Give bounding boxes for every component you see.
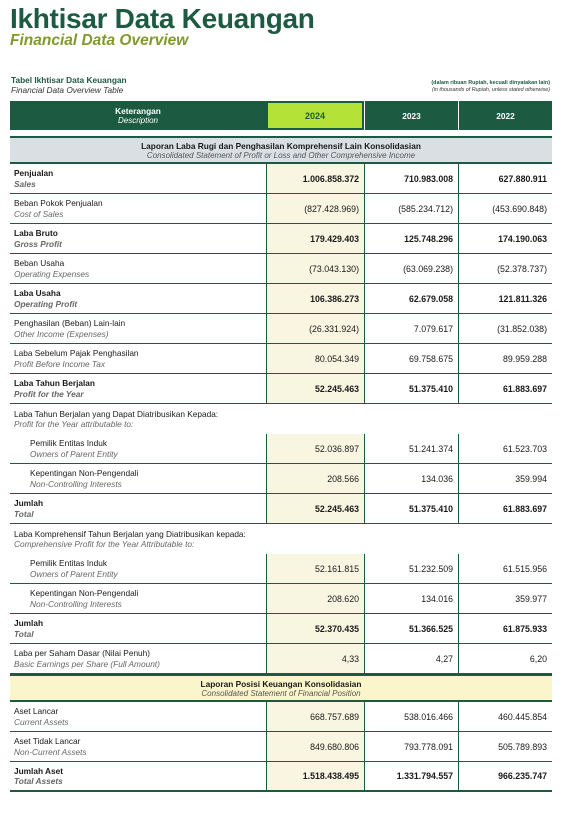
cell-2022: 966.235.747 [458,762,552,790]
row-label-id: Laba Komprehensif Tahun Berjalan yang Diatribusikan kepada: [14,528,246,539]
cell-2023: 1.331.794.557 [364,762,458,790]
row-label-id: Jumlah [14,618,44,628]
cell-2024: 52.161.815 [266,554,364,583]
row-comp-owners [10,554,552,584]
financial-table [10,101,552,792]
row-label-id: Beban Pokok Penjualan [14,198,103,208]
page-subtitle: Financial Data Overview [10,32,189,49]
row-profit-for-year [10,374,552,404]
row-label-id: Penghasilan (Beban) Lain-lain [14,318,126,328]
section-title-en: Consolidated Statement of Financial Position [201,688,361,698]
row-label-en: Operating Expenses [14,268,90,279]
cell-2024: 106.386.273 [266,284,364,313]
row-label-id: Aset Tidak Lancar [14,736,81,746]
cell-2022: 61.883.697 [458,374,552,403]
row-label-en: Owners of Parent Entity [30,568,118,579]
cell-2022: 6,20 [458,644,552,673]
section-income-statement [10,136,552,164]
cell-2024: 208.620 [266,584,364,613]
row-current-assets [10,702,552,732]
row-label-en: Owners of Parent Entity [30,448,118,459]
cell-2022: (31.852.038) [458,314,552,343]
cell-2023: 134.036 [364,464,458,493]
cell-2023: 51.241.374 [364,434,458,463]
row-label-id: Kepentingan Non-Pengendali [30,468,139,478]
row-label-en: Comprehensive Profit for the Year Attributable to: [14,539,195,549]
row-profit-nci [10,464,552,494]
row-label-id: Penjualan [14,168,54,178]
unit-note [431,80,550,94]
table-header [10,101,552,131]
cell-2022: 359.977 [458,584,552,613]
row-label-en: Profit for the Year attributable to: [14,419,134,429]
cell-2024: (827.428.969) [266,194,364,223]
row-comp-attr-heading [10,524,552,554]
row-total-assets [10,762,552,792]
cell-2024: 208.566 [266,464,364,493]
cell-2023: (63.069.238) [364,254,458,283]
cell-2024: (26.331.924) [266,314,364,343]
unit-note-en: (in thousands of Rupiah, unless stated otherwise) [431,87,550,93]
cell-2024: 52.036.897 [266,434,364,463]
row-label-en: Profit for the Year [14,388,84,399]
row-sales [10,164,552,194]
row-profit-before-tax [10,344,552,374]
page-title: Ikhtisar Data Keuangan [10,3,315,34]
row-label-en: Other Income (Expenses) [14,328,109,339]
cell-2024: 52.370.435 [266,614,364,643]
row-label-en: Non-Controlling Interests [30,598,122,609]
cell-2023: 51.366.525 [364,614,458,643]
row-other-income [10,314,552,344]
row-label-id: Laba Tahun Berjalan yang Dapat Diatribusikan Kepada: [14,408,219,419]
row-label-id: Aset Lancar [14,706,59,716]
row-label-id: Laba Sebelum Pajak Penghasilan [14,348,139,358]
cell-2022: 61.883.697 [458,494,552,523]
cell-2022: (453.690.848) [458,194,552,223]
cell-2022: 121.811.326 [458,284,552,313]
table-title [11,75,127,95]
row-label-en: Basic Earnings per Share (Full Amount) [14,658,160,669]
cell-2024: 1.006.858.372 [266,164,364,193]
cell-2022: 61.875.933 [458,614,552,643]
cell-2023: 710.983.008 [364,164,458,193]
cell-2022: 359.994 [458,464,552,493]
cell-2023: (585.234.712) [364,194,458,223]
section-title-en: Consolidated Statement of Profit or Loss and Other Comprehensive Income [146,150,416,160]
cell-2024: 52.245.463 [266,374,364,403]
row-label-en: Profit Before Income Tax [14,358,106,369]
cell-2024: 4,33 [266,644,364,673]
row-profit-owners [10,434,552,464]
cell-2022: 627.880.911 [458,164,552,193]
row-label-id: Beban Usaha [14,258,65,268]
header-description-id: Keterangan [115,106,161,116]
row-gross-profit [10,224,552,254]
cell-2022: 505.789.893 [458,732,552,761]
cell-2022: 89.959.288 [458,344,552,373]
cell-2023: 125.748.296 [364,224,458,253]
cell-2022: (52.378.737) [458,254,552,283]
cell-2023: 134.016 [364,584,458,613]
cell-2024: 849.680.806 [266,732,364,761]
row-label-en: Current Assets [14,716,69,727]
cell-2023: 51.232.509 [364,554,458,583]
cell-2024: (73.043.130) [266,254,364,283]
row-label-en: Total Assets [14,776,63,786]
row-label-id: Laba Bruto [14,228,58,238]
row-label-id: Jumlah Aset [14,765,64,776]
cell-2023: 62.679.058 [364,284,458,313]
section-title-id: Laporan Posisi Keuangan Konsolidasian [200,678,362,689]
cell-2024: 80.054.349 [266,344,364,373]
row-label-id: Laba per Saham Dasar (Nilai Penuh) [14,648,151,658]
cell-2023: 793.778.091 [364,732,458,761]
header-year-2024: 2024 [266,101,364,130]
cell-2022: 460.445.854 [458,702,552,731]
row-comp-total [10,614,552,644]
cell-2023: 4,27 [364,644,458,673]
cell-2023: 51.375.410 [364,494,458,523]
row-label-id: Pemilik Entitas Induk [30,438,108,448]
row-label-id: Jumlah [14,498,44,508]
row-label-en: Sales [14,178,36,189]
row-label-id: Laba Usaha [14,288,61,298]
header-year-2023: 2023 [364,101,458,130]
row-label-en: Operating Profit [14,298,78,309]
row-label-en: Cost of Sales [14,208,64,219]
row-cost-of-sales [10,194,552,224]
row-label-id: Pemilik Entitas Induk [30,558,108,568]
header-year-2022: 2022 [458,101,552,130]
cell-2024: 1.518.438.495 [266,762,364,790]
cell-2024: 179.429.403 [266,224,364,253]
cell-2024: 668.757.689 [266,702,364,731]
row-label-id: Kepentingan Non-Pengendali [30,588,139,598]
row-profit-total [10,494,552,524]
cell-2023: 7.079.617 [364,314,458,343]
header-description [10,101,266,130]
row-label-en: Total [14,508,34,519]
cell-2024: 52.245.463 [266,494,364,523]
unit-note-id: (dalam ribuan Rupiah, kecuali dinyatakan lain) [431,80,550,86]
row-eps [10,644,552,674]
cell-2023: 51.375.410 [364,374,458,403]
section-title-id: Laporan Laba Rugi dan Penghasilan Komprehensif Lain Konsolidasian [141,140,421,151]
table-title-id: Tabel Ikhtisar Data Keuangan [11,75,127,85]
row-label-id: Laba Tahun Berjalan [14,378,95,388]
row-operating-profit [10,284,552,314]
section-financial-position [10,674,552,702]
row-comp-nci [10,584,552,614]
header-description-en: Description [117,116,158,125]
row-profit-attr-heading [10,404,552,434]
table-title-en: Financial Data Overview Table [11,85,124,95]
cell-2022: 61.523.703 [458,434,552,463]
cell-2022: 174.190.063 [458,224,552,253]
row-label-en: Non-Controlling Interests [30,478,122,489]
row-non-current-assets [10,732,552,762]
cell-2022: 61.515.956 [458,554,552,583]
cell-2023: 69.758.675 [364,344,458,373]
row-label-en: Total [14,628,34,639]
cell-2023: 538.016.466 [364,702,458,731]
row-label-en: Non-Current Assets [14,746,87,757]
row-label-en: Gross Profit [14,238,62,249]
row-operating-expenses [10,254,552,284]
